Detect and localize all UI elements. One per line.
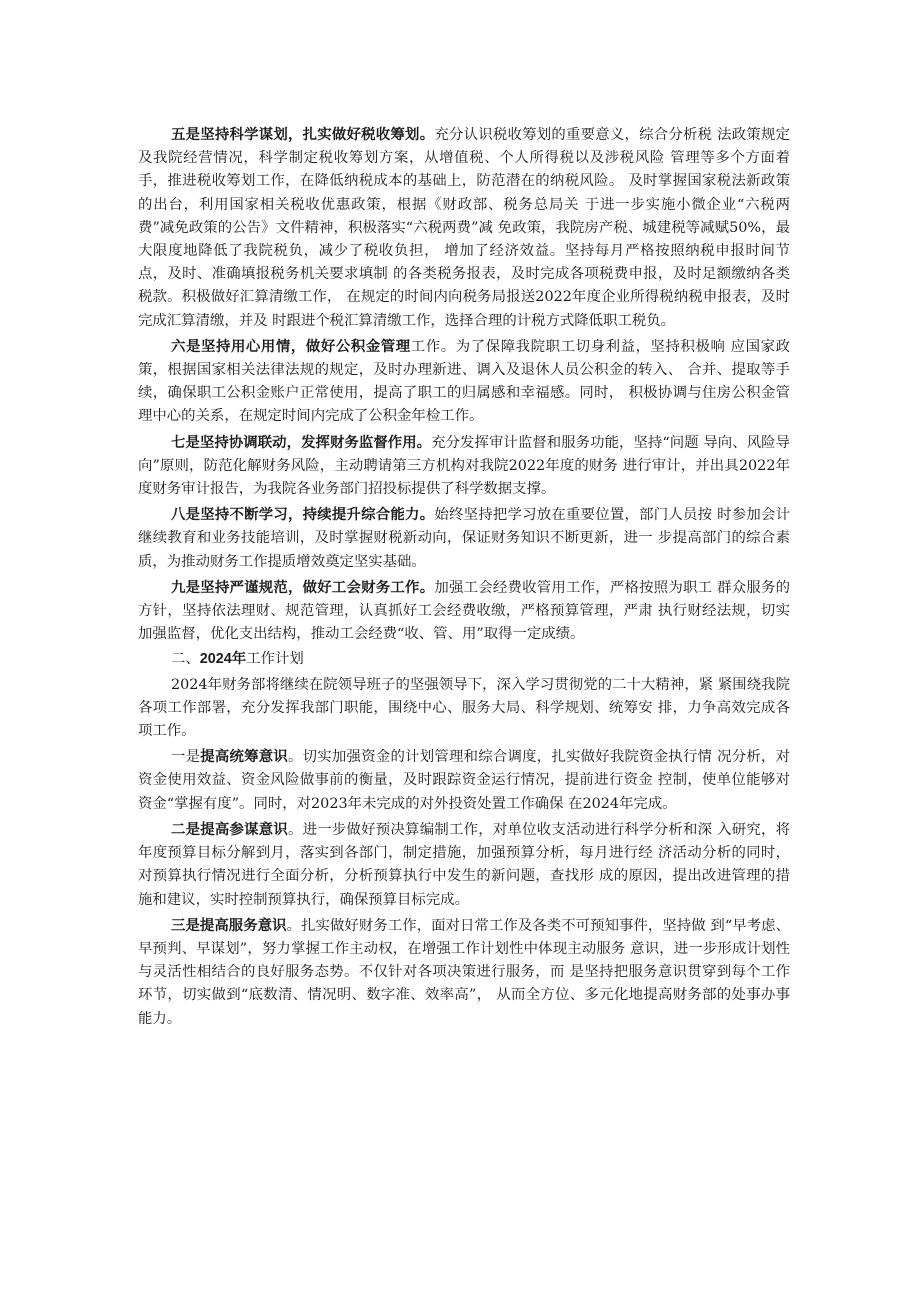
paragraph-lead: 八是坚持不断学习，持续提升综合能力。 — [171, 506, 435, 524]
heading-title: 工作计划 — [246, 651, 304, 668]
paragraph-body: 充分发挥审计监督和服务功能，坚持“问题 导向、风险导向”原则，防范化解财务风险，主动聘请第三方机构对我院2022年度的财务 进行审计，并出具2022年度财务审计报告，为我院各业务部门招投标提供了科学数据支撑。 — [138, 434, 790, 498]
plan-coordination — [138, 745, 790, 816]
plan-advisory — [138, 818, 790, 912]
plan-lead: 提高统筹意识 — [200, 748, 289, 766]
paragraph-lead: 九是坚持严谨规范，做好工会财务工作。 — [171, 578, 435, 596]
paragraph-housing-fund — [138, 335, 790, 429]
paragraph-continuous-learning — [138, 503, 790, 574]
paragraph-body: 充分认识税收筹划的重要意义，综合分析税 法政策规定及我院经营情况，科学制定税收筹划方案，从增值税、个人所得税以及涉税风险 管理等多个方面着手，推进税收筹划工作，在降低纳税成本的基础上，防范潜在的纳税风险。 及时掌握国家税法新政策的出台，利用国家相关税收优惠政策，根据《财政部、税务总局关 于进一步实施小微企业“六税两费”减免政策的公告》文件精神，积极落实“六税两费”减 免政策，我院房产税、城建税等减赋50%，最大限度地降低了我院税负，减少了税收负担， 增加了经济效益。坚持每月严格按照纳税申报时间节点，及时、准确填报税务机关要求填制 的各类税务报表，及时完成各项税费申报，及时足额缴纳各类税款。积极做好汇算清缴工作， 在规定的时间内向税务局报送2022年度企业所得税纳税申报表，及时完成汇算清缴，并及 时跟进个税汇算清缴工作，选择合理的计税方式降低职工税负。 — [138, 127, 790, 329]
heading-year: 2024年 — [199, 651, 247, 668]
paragraph-lead: 五是坚持科学谋划，扎实做好税收筹划。 — [171, 126, 435, 143]
paragraph-lead: 六是坚持用心用情，做好公积金管理 — [171, 337, 411, 355]
paragraph-financial-supervision — [138, 431, 790, 502]
document-page — [138, 123, 790, 1033]
heading-prefix: 二、 — [171, 651, 200, 668]
plan-lead: 三是提高服务意识 — [171, 916, 287, 934]
paragraph-tax-planning — [138, 123, 790, 333]
paragraph-lead: 七是坚持协调联动，发挥财务监督作用。 — [171, 433, 432, 451]
paragraph-body: 工作。为了保障我院职工切身利益，坚持积极响 应国家政策，根据国家相关法律法规的规定，及时办理新进、调入及退休人员公积金的转入、 合并、提取等手续，确保职工公积金账户正常使用，提高了职工的归属感和幸福感。同时， 积极协调与住房公积金管理中心的关系，在规定时间内完成了公积金年检工作。 — [138, 338, 790, 425]
plan-body: 。扎实做好财务工作，面对日常工作及各类不可预知事件，坚持做 到“早考虑、早预判、早谋划”，努力掌握工作主动权，在增强工作计划性中体现主动服务 意识，进一步形成计划性与灵活性相结合的良好服务态势。不仅针对各项决策进行服务，而 是坚持把服务意识贯穿到每个工作环节，切实做到“底数清、情况明、数字准、效率高”， 从而全方位、多元化地提高财务部的处事办事能力。 — [138, 917, 790, 1027]
plan-body: 。进一步做好预决算编制工作，对单位收支活动进行科学分析和深 入研究，将年度预算目标分解到月，落实到各部门，制定措施，加强预算分析，每月进行经 济活动分析的同时，对预算执行情况进行全面分析，分析预算执行中发生的新问题，查找形 成的原因，提出改进管理的措施和建议，实时控制预算执行，确保预算目标完成。 — [138, 821, 790, 908]
paragraph-body: 始终坚持把学习放在重要位置，部门人员按 时参加会计继续教育和业务技能培训，及时掌握财税新动向，保证财务知识不断更新，进一 步提高部门的综合素质，为推动财务工作提质增效奠定坚实基础。 — [138, 507, 790, 570]
plan-service — [138, 914, 790, 1031]
plan-lead: 二是提高参谋意识 — [171, 820, 289, 838]
plan-prefix: 一是 — [171, 749, 201, 766]
plan-body: 。切实加强资金的计划管理和综合调度，扎实做好我院资金执行情 况分析，对资金使用效益、资金风险做事前的衡量，及时跟踪资金运行情况，提前进行资金 控制，使单位能够对资金“掌握有度”。同时，对2023年未完成的对外投资处置工作确保 在2024年完成。 — [138, 749, 790, 812]
paragraph-union-finance — [138, 576, 790, 647]
plan-intro: 2024年财务部将继续在院领导班子的坚强领导下，深入学习贯彻党的二十大精神，紧 紧围绕我院各项工作部署，充分发挥我部门职能，围绕中心、服务大局、科学规划、统筹安 排，力争高效完成各项工作。 — [138, 676, 790, 740]
section-heading — [138, 648, 790, 671]
paragraph-body: 加强工会经费收管用工作，严格按照为职工 群众服务的方针，坚持依法理财、规范管理，认真抓好工会经费收缴，严格预算管理，严肃 执行财经法规，切实加强监督，优化支出结构，推动工会经费“收、管、用”取得一定成绩。 — [138, 579, 790, 643]
